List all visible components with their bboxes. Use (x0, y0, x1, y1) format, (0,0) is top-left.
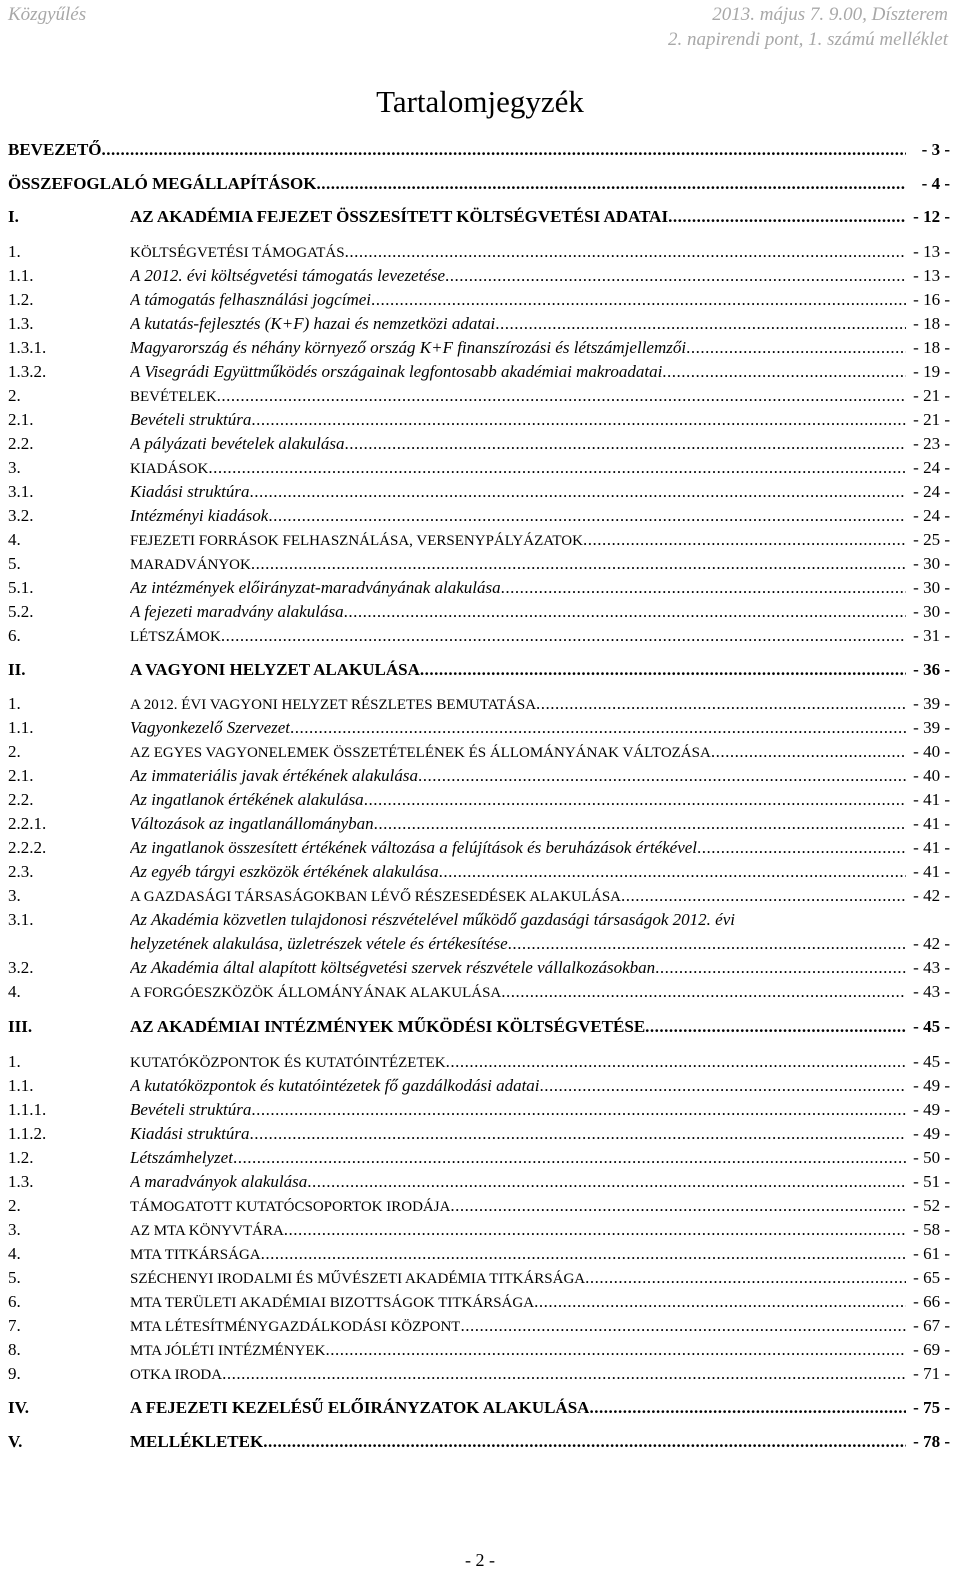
toc-entry-page: - 41 - (913, 814, 950, 833)
toc-entry[interactable] (8, 1122, 950, 1146)
toc-entry-page: - 69 - (913, 1340, 950, 1359)
toc-leader-dots (325, 1338, 906, 1362)
toc-entry-title: A VAGYONI HELYZET ALAKULÁSA (130, 660, 420, 679)
toc-entry-page: - 4 - (921, 174, 950, 193)
toc-entry[interactable] (8, 288, 950, 312)
toc-entry-page: - 18 - (913, 314, 950, 333)
toc-entry-page: - 49 - (913, 1076, 950, 1095)
toc-entry-page: - 45 - (913, 1052, 950, 1071)
toc-entry-page: - 50 - (913, 1148, 950, 1167)
toc-entry-number: 1.1.2. (8, 1124, 47, 1143)
toc-entry-title: A kutatóközpontok és kutatóintézetek fő gazdálkodási adatai (130, 1076, 540, 1095)
toc-entry-number: 4. (8, 982, 21, 1001)
toc-entry[interactable] (8, 432, 950, 456)
toc-leader-dots (668, 205, 906, 229)
header-right-line1: 2013. május 7. 9.00, Díszterem (712, 4, 948, 25)
toc-entry-page: - 24 - (913, 458, 950, 477)
toc-entry-title: KUTATÓKÖZPONTOK ÉS KUTATÓINTÉZETEK (130, 1055, 446, 1071)
toc-entry-number: 1.3.2. (8, 362, 47, 381)
toc-entry-page: - 24 - (913, 482, 950, 501)
toc-entry-page: - 18 - (913, 338, 950, 357)
toc-entry-page: - 43 - (913, 982, 950, 1001)
toc-leader-dots (589, 1396, 906, 1420)
toc-leader-dots (251, 552, 906, 576)
toc-entry-number: 2. (8, 386, 21, 405)
toc-entry-page: - 25 - (913, 530, 950, 549)
toc-entry-title: BEVEZETŐ (8, 140, 102, 159)
toc-leader-dots (374, 812, 906, 836)
toc-leader-dots (261, 1242, 906, 1266)
toc-entry-page: - 67 - (913, 1316, 950, 1335)
toc-entry[interactable] (8, 956, 950, 980)
page-title: Tartalomjegyzék (376, 84, 584, 119)
toc-entry-title: SZÉCHENYI IRODALMI ÉS MŰVÉSZETI AKADÉMIA TITKÁRSÁGA (130, 1271, 586, 1287)
toc-entry-title: MARADVÁNYOK (130, 557, 251, 573)
toc-entry-page: - 21 - (913, 386, 950, 405)
toc-entry-title: A FEJEZETI KEZELÉSŰ ELŐIRÁNYZATOK ALAKULÁSA (130, 1398, 590, 1417)
toc-leader-dots (233, 1146, 906, 1170)
toc-entry-page: - 21 - (913, 410, 950, 429)
toc-leader-dots (536, 692, 906, 716)
toc-entry-number: II. (8, 660, 26, 679)
toc-entry-title: KÖLTSÉGVETÉSI TÁMOGATÁS (130, 245, 345, 261)
toc-entry-number: 1. (8, 242, 21, 261)
toc-entry[interactable] (8, 1314, 950, 1338)
toc-entry-title: A 2012. ÉVI VAGYONI HELYZET RÉSZLETES BEMUTATÁSA (130, 697, 537, 713)
toc-entry-number: 9. (8, 1364, 21, 1383)
toc-entry-page: - 41 - (913, 862, 950, 881)
toc-entry-number: 1. (8, 1052, 21, 1071)
toc-entry-number: 3. (8, 458, 21, 477)
toc-entry[interactable] (8, 1218, 950, 1242)
toc-leader-dots (697, 836, 906, 860)
toc-entry[interactable] (8, 1074, 950, 1098)
toc-entry-number: 1. (8, 694, 21, 713)
toc-entry-number: III. (8, 1017, 33, 1036)
toc-entry[interactable] (8, 1194, 950, 1218)
toc-leader-dots (268, 504, 906, 528)
toc-entry[interactable] (8, 980, 950, 1004)
toc-entry-title: MTA TITKÁRSÁGA (130, 1247, 261, 1263)
toc-entry-number: V. (8, 1432, 23, 1451)
toc-entry-title: MTA TERÜLETI AKADÉMIAI BIZOTTSÁGOK TITKÁRSÁGA (130, 1295, 535, 1311)
toc-entry-page: - 31 - (913, 626, 950, 645)
toc-entry-number: 2. (8, 742, 21, 761)
toc-entry-title: A fejezeti maradvány alakulása (130, 602, 344, 621)
toc-leader-dots (585, 1266, 906, 1290)
toc-entry-number: 3. (8, 886, 21, 905)
toc-entry-number: 5.2. (8, 602, 34, 621)
toc-leader-dots (501, 576, 906, 600)
toc-entry-page: - 61 - (913, 1244, 950, 1263)
toc-leader-dots (583, 528, 906, 552)
toc-entry[interactable] (8, 692, 950, 716)
toc-entry-number: 1.1. (8, 1076, 34, 1095)
toc-entry-number: 1.2. (8, 290, 34, 309)
toc-entry-number: 3.1. (8, 910, 34, 929)
toc-entry[interactable] (8, 336, 950, 360)
toc-entry-number: 1.3. (8, 314, 34, 333)
toc-entry[interactable] (8, 1266, 950, 1290)
toc-entry-page: - 16 - (913, 290, 950, 309)
toc-entry[interactable] (8, 1338, 950, 1362)
toc-entry[interactable] (8, 240, 950, 264)
toc-entry-title: Az ingatlanok értékének alakulása (130, 790, 364, 809)
toc-entry-page: - 23 - (913, 434, 950, 453)
toc-entry-title: Létszámhelyzet (130, 1148, 233, 1167)
toc-entry-title: FEJEZETI FORRÁSOK FELHASZNÁLÁSA, VERSENYPÁLYÁZATOK (130, 533, 583, 549)
toc-entry-title: Az intézmények előirányzat-maradványának alakulása (130, 578, 501, 597)
toc-entry-page: - 78 - (913, 1432, 950, 1451)
toc-leader-dots (445, 264, 906, 288)
toc-leader-dots (284, 1218, 906, 1242)
toc-entry[interactable] (8, 312, 950, 336)
toc-entry-page: - 3 - (921, 140, 950, 159)
toc-entry-title-continued: helyzetének alakulása, üzletrészek vétele és értékesítése (130, 934, 508, 953)
toc-entry-title: A Visegrádi Együttműködés országainak legfontosabb akadémiai makroadatai (130, 362, 663, 381)
toc-entry[interactable] (8, 408, 950, 432)
toc-entry-title: A FORGÓESZKÖZÖK ÁLLOMÁNYÁNAK ALAKULÁSA (130, 985, 502, 1001)
toc-entry[interactable] (8, 1098, 950, 1122)
toc-entry-page: - 43 - (913, 958, 950, 977)
toc-leader-dots (371, 288, 906, 312)
toc-entry-page: - 30 - (913, 602, 950, 621)
toc-entry-number: 2.2.2. (8, 838, 47, 857)
toc-leader-dots (662, 360, 906, 384)
toc-entry-title: LÉTSZÁMOK (130, 629, 221, 645)
toc-entry-title: Változások az ingatlanállományban (130, 814, 374, 833)
toc-leader-dots (217, 384, 906, 408)
toc-entry[interactable] (8, 860, 950, 884)
toc-entry[interactable] (8, 576, 950, 600)
toc-entry-number: 2.1. (8, 410, 34, 429)
toc-leader-dots (250, 480, 907, 504)
toc-entry[interactable] (8, 1050, 950, 1074)
toc-entry-title: KIADÁSOK (130, 461, 209, 477)
page-number: - 2 - (465, 1550, 495, 1570)
toc-entry[interactable] (8, 1242, 950, 1266)
toc-leader-dots (534, 1290, 906, 1314)
toc-entry-number: 7. (8, 1316, 21, 1335)
toc-entry[interactable] (8, 1430, 950, 1454)
toc-entry-number: 1.3. (8, 1172, 34, 1191)
toc-entry[interactable] (8, 764, 950, 788)
toc-entry-title: AZ AKADÉMIA FEJEZET ÖSSZESÍTETT KÖLTSÉGVETÉSI ADATAI (130, 207, 669, 226)
toc-entry-number: 6. (8, 626, 21, 645)
toc-entry-page: - 66 - (913, 1292, 950, 1311)
toc-entry[interactable] (8, 908, 950, 956)
toc-leader-dots (344, 600, 906, 624)
toc-leader-dots (655, 956, 906, 980)
toc-entry[interactable] (8, 172, 950, 196)
toc-entry-page: - 30 - (913, 578, 950, 597)
toc-entry-number: 1.3.1. (8, 338, 47, 357)
toc-entry-number: IV. (8, 1398, 29, 1417)
toc-entry[interactable] (8, 1146, 950, 1170)
toc-leader-dots (208, 456, 906, 480)
toc-entry-title: Bevételi struktúra (130, 1100, 252, 1119)
header-right-line2: 2. napirendi pont, 1. számú melléklet (667, 29, 948, 50)
toc-entry-title: Az Akadémia által alapított költségvetési szervek részvétele vállalkozásokban (130, 958, 656, 977)
toc-entry-title: A támogatás felhasználási jogcímei (130, 290, 371, 309)
toc-entry-page: - 19 - (913, 362, 950, 381)
toc-entry-number: 4. (8, 530, 21, 549)
toc-entry-page: - 58 - (913, 1220, 950, 1239)
toc-entry-page: - 52 - (913, 1196, 950, 1215)
toc-entry-page: - 75 - (913, 1398, 950, 1417)
toc-entry-number: 5. (8, 1268, 21, 1287)
toc-entry[interactable] (8, 456, 950, 480)
toc-leader-dots (711, 740, 906, 764)
toc-leader-dots (222, 1362, 906, 1386)
toc-entry[interactable] (8, 1015, 950, 1039)
toc-leader-dots (420, 658, 906, 682)
toc-entry[interactable] (8, 658, 950, 682)
toc-entry-page: - 36 - (913, 660, 950, 679)
toc-entry-page: - 12 - (913, 207, 950, 226)
toc-entry-number: 3. (8, 1220, 21, 1239)
toc-leader-dots (250, 1122, 907, 1146)
toc-entry-number: 1.1. (8, 718, 34, 737)
toc-entry-number: I. (8, 207, 19, 226)
toc-entry-title: A 2012. évi költségvetési támogatás levezetése (130, 266, 446, 285)
toc-leader-dots (418, 764, 906, 788)
toc-entry-title: ÖSSZEFOGLALÓ MEGÁLLAPÍTÁSOK (8, 174, 317, 193)
toc-entry-page: - 41 - (913, 790, 950, 809)
toc-leader-dots (501, 980, 906, 1004)
toc-entry-number: 5. (8, 554, 21, 573)
toc-entry-title: TÁMOGATOTT KUTATÓCSOPORTOK IRODÁJA (130, 1199, 451, 1215)
toc-entry[interactable] (8, 1290, 950, 1314)
toc-entry-number: 2.2. (8, 790, 34, 809)
toc-entry-title: Bevételi struktúra (130, 410, 252, 429)
toc-entry-page: - 42 - (913, 934, 950, 953)
toc-leader-dots (540, 1074, 906, 1098)
toc-entry[interactable] (8, 552, 950, 576)
toc-entry[interactable] (8, 1362, 950, 1386)
toc-leader-dots (263, 1430, 906, 1454)
toc-entry[interactable] (8, 205, 950, 229)
toc-entry-page: - 42 - (913, 886, 950, 905)
toc-leader-dots (251, 408, 906, 432)
toc-leader-dots (446, 1050, 906, 1074)
toc-entry-page: - 13 - (913, 242, 950, 261)
toc-entry-number: 2.2. (8, 434, 34, 453)
toc-entry-number: 6. (8, 1292, 21, 1311)
toc-entry[interactable] (8, 1396, 950, 1420)
toc-entry-title: A GAZDASÁGI TÁRSASÁGOKBAN LÉVŐ RÉSZESEDÉSEK ALAKULÁSA (130, 889, 621, 905)
toc-entry-page: - 40 - (913, 766, 950, 785)
toc-leader-dots (621, 884, 906, 908)
toc-entry-number: 2.2.1. (8, 814, 47, 833)
header-left: Közgyűlés (8, 4, 87, 25)
toc-leader-dots (508, 932, 906, 956)
toc-leader-dots (495, 312, 906, 336)
toc-entry[interactable] (8, 528, 950, 552)
toc-entry-title: Intézményi kiadások (130, 506, 269, 525)
toc-entry-title: Az egyéb tárgyi eszközök értékének alakulása (130, 862, 439, 881)
toc-leader-dots (344, 432, 906, 456)
toc-entry[interactable] (8, 836, 950, 860)
toc-entry-title: Vagyonkezelő Szervezet (130, 718, 291, 737)
toc-entry-title: MELLÉKLETEK (130, 1432, 264, 1451)
toc-leader-dots (345, 240, 906, 264)
toc-entry-number: 5.1. (8, 578, 34, 597)
toc-entry-number: 8. (8, 1340, 21, 1359)
toc-leader-dots (450, 1194, 906, 1218)
toc-entry[interactable] (8, 384, 950, 408)
toc-entry[interactable] (8, 360, 950, 384)
toc-entry[interactable] (8, 1170, 950, 1194)
toc-entry-page: - 41 - (913, 838, 950, 857)
toc-entry-number: 1.1.1. (8, 1100, 47, 1119)
toc-entry[interactable] (8, 716, 950, 740)
toc-entry-title: A maradványok alakulása (130, 1172, 308, 1191)
toc-entry-page: - 39 - (913, 718, 950, 737)
toc-entry-page: - 65 - (913, 1268, 950, 1287)
toc-leader-dots (221, 624, 906, 648)
toc-entry-title: AZ MTA KÖNYVTÁRA (130, 1223, 284, 1239)
toc-entry[interactable] (8, 884, 950, 908)
toc-entry-page: - 13 - (913, 266, 950, 285)
toc-leader-dots (316, 172, 906, 196)
toc-entry-number: 2.3. (8, 862, 34, 881)
toc-entry-title: A kutatás-fejlesztés (K+F) hazai és nemzetközi adatai (130, 314, 496, 333)
toc-entry[interactable] (8, 740, 950, 764)
toc-entry[interactable] (8, 504, 950, 528)
toc-entry-number: 4. (8, 1244, 21, 1263)
toc-entry-number: 2.1. (8, 766, 34, 785)
toc-entry-page: - 45 - (913, 1017, 950, 1036)
toc-entry-number: 1.2. (8, 1148, 34, 1167)
toc-entry-title: Kiadási struktúra (130, 1124, 250, 1143)
toc-leader-dots (307, 1170, 906, 1194)
toc-leader-dots (439, 860, 906, 884)
toc-entry-title: Az Akadémia közvetlen tulajdonosi részvételével működő gazdasági társaságok 2012. évi (130, 910, 735, 929)
toc-leader-dots (686, 336, 906, 360)
toc-entry-page: - 71 - (913, 1364, 950, 1383)
toc-entry-title: AZ AKADÉMIAI INTÉZMÉNYEK MŰKÖDÉSI KÖLTSÉGVETÉSE (130, 1017, 646, 1036)
toc-entry-page: - 40 - (913, 742, 950, 761)
toc-entry-page: - 49 - (913, 1100, 950, 1119)
toc-entry-number: 3.2. (8, 506, 34, 525)
toc-entry-number: 2. (8, 1196, 21, 1215)
toc-entry-page: - 24 - (913, 506, 950, 525)
toc-entry-title: MTA JÓLÉTI INTÉZMÉNYEK (130, 1343, 326, 1359)
toc-entry-number: 3.1. (8, 482, 34, 501)
toc-entry-page: - 49 - (913, 1124, 950, 1143)
toc-entry-title: BEVÉTELEK (130, 389, 217, 405)
toc-entry-title: Az immateriális javak értékének alakulása (130, 766, 418, 785)
toc-leader-dots (290, 716, 906, 740)
toc-entry-page: - 30 - (913, 554, 950, 573)
toc-entry-title: MTA LÉTESÍTMÉNYGAZDÁLKODÁSI KÖZPONT (130, 1319, 461, 1335)
toc-entry-number: 1.1. (8, 266, 34, 285)
toc-entry-title: Kiadási struktúra (130, 482, 250, 501)
toc-entry-page: - 51 - (913, 1172, 950, 1191)
toc-entry-title: OTKA IRODA (130, 1367, 223, 1383)
toc-entry-title: A pályázati bevételek alakulása (130, 434, 345, 453)
toc-entry[interactable] (8, 788, 950, 812)
toc-entry[interactable] (8, 600, 950, 624)
toc-leader-dots (364, 788, 906, 812)
toc-leader-dots (102, 138, 906, 162)
toc-entry[interactable] (8, 138, 950, 162)
toc-entry[interactable] (8, 480, 950, 504)
toc-entry[interactable] (8, 264, 950, 288)
toc-leader-dots (645, 1015, 906, 1039)
toc-entry-page: - 39 - (913, 694, 950, 713)
toc-entry[interactable] (8, 624, 950, 648)
toc-entry[interactable] (8, 812, 950, 836)
toc-entry-title: Az ingatlanok összesített értékének változása a felújítások és beruházások értékével (130, 838, 698, 857)
toc-leader-dots (460, 1314, 906, 1338)
toc-entry-title: Magyarország és néhány környező ország K+F finanszírozási és létszámjellemzői (130, 338, 687, 357)
toc-entry-title: AZ EGYES VAGYONELEMEK ÖSSZETÉTELÉNEK ÉS ÁLLOMÁNYÁNAK VÁLTOZÁSA (130, 745, 711, 761)
toc-entry-number: 3.2. (8, 958, 34, 977)
toc-leader-dots (251, 1098, 906, 1122)
